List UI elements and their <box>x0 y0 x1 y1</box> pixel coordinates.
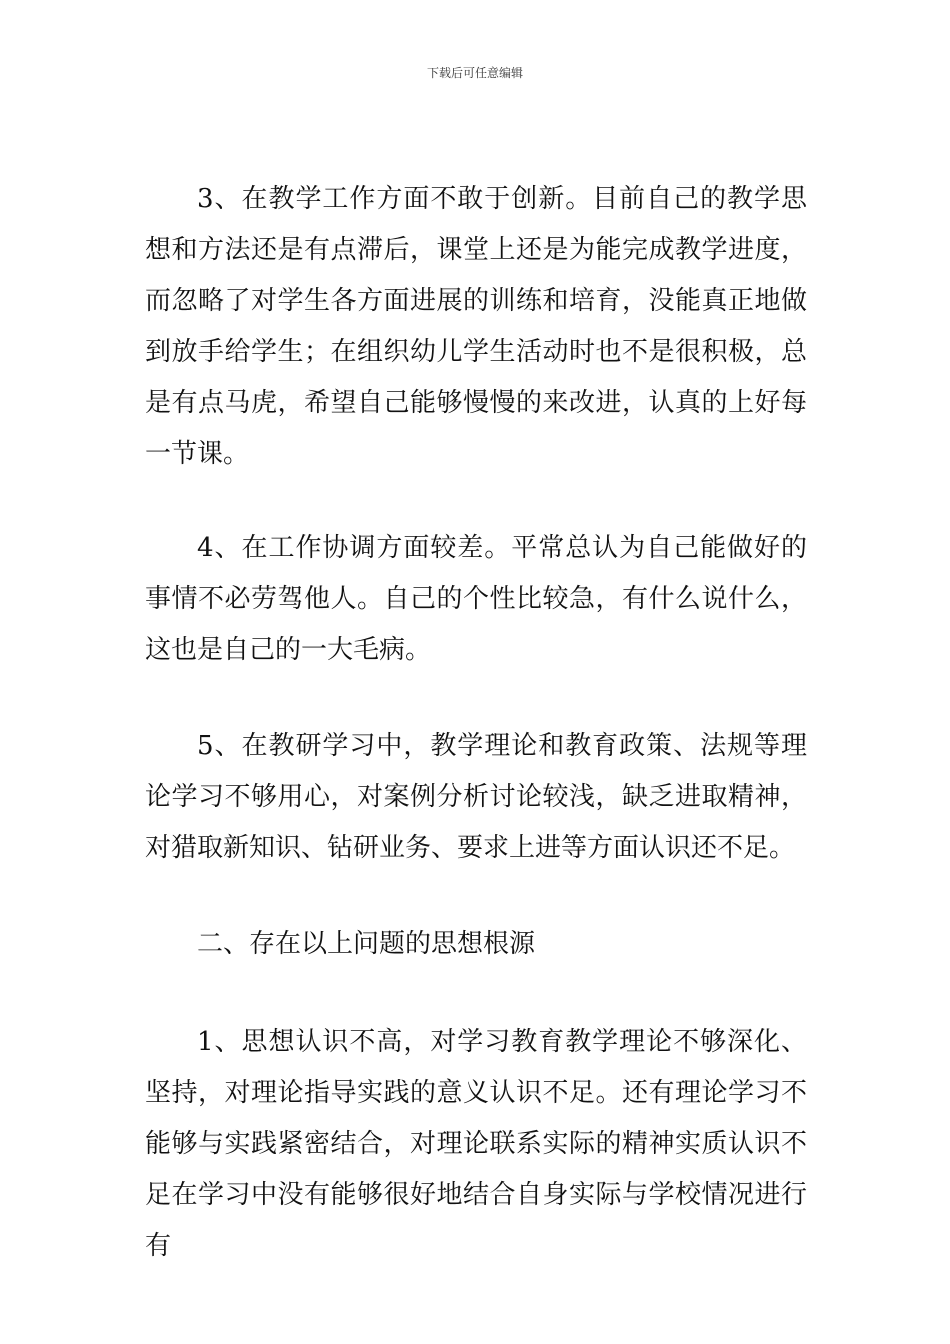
paragraph-ideological-awareness <box>145 1017 807 1272</box>
paragraph-text: 3、在教学工作方面不敢于创新。目前自己的教学思想和方法还是有点滞后，课堂上还是为能完成教学进度，而忽略了对学生各方面进展的训练和培育，没能真正地做到放手给学生；在组织幼儿学生活动时也不是很积极，总是有点马虎，希望自己能够慢慢的来改进，认真的上好每一节课。 <box>145 184 807 469</box>
paragraph-teaching-innovation <box>145 174 807 480</box>
page-header-note: 下载后可任意编辑 <box>426 66 523 80</box>
paragraph-text: 5、在教研学习中，教学理论和教育政策、法规等理论学习不够用心，对案例分析讨论较浅，缺乏进取精神，对猎取新知识、钻研业务、要求上进等方面认识还不足。 <box>145 731 807 863</box>
section-heading-root-causes <box>145 919 807 970</box>
paragraph-work-coordination <box>145 523 807 676</box>
paragraph-text: 1、思想认识不高，对学习教育教学理论不够深化、坚持，对理论指导实践的意义认识不足。还有理论学习不能够与实践紧密结合，对理论联系实际的精神实质认识不足在学习中没有能够很好地结合自身实际与学校情况进行有 <box>145 1027 807 1261</box>
paragraph-research-study <box>145 721 807 874</box>
paragraph-text: 4、在工作协调方面较差。平常总认为自己能做好的事情不必劳驾他人。自己的个性比较急，有什么说什么，这也是自己的一大毛病。 <box>145 533 807 665</box>
section-heading: 二、存在以上问题的思想根源 <box>197 929 536 959</box>
